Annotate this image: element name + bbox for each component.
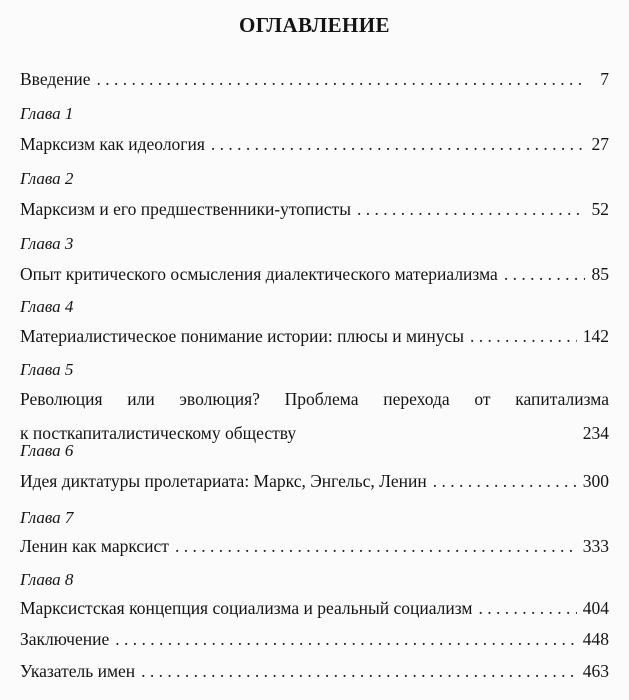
toc-entry-name-index[interactable] [20, 660, 609, 682]
entry-page: 85 [591, 264, 609, 284]
entry-title: Материалистическое понимание истории: плюсы и минусы [20, 326, 465, 346]
entry-title: Марксизм и его предшественники-утописты [20, 199, 351, 219]
toc-entry-chapter-1[interactable] [20, 133, 609, 155]
leader-dots [175, 535, 577, 557]
leader-dots [470, 325, 577, 347]
entry-page: 448 [582, 629, 609, 649]
chapter-label-3: Глава 3 [20, 234, 74, 253]
toc-entry-chapter-6[interactable] [20, 470, 609, 492]
entry-title: Марксистская концепция социализма и реальный социализм [20, 598, 473, 618]
toc-entry-chapter-4[interactable] [20, 325, 609, 347]
entry-page: 234 [582, 423, 609, 443]
entry-page: 52 [591, 199, 609, 219]
chapter-label-8: Глава 8 [20, 570, 74, 589]
entry-title: Марксизм как идеология [20, 134, 205, 154]
entry-page: 463 [582, 661, 609, 681]
leader-dots [504, 263, 585, 285]
toc-entry-conclusion[interactable] [20, 628, 609, 650]
entry-title-line-2: к посткапиталистическому обществу [20, 423, 297, 443]
toc-title: ОГЛАВЛЕНИЕ [239, 13, 390, 37]
entry-title: Ленин как марксист [20, 536, 169, 556]
entry-title: Введение [20, 69, 91, 89]
leader-dots [357, 198, 585, 220]
leader-dots [211, 133, 585, 155]
chapter-label-1: Глава 1 [20, 104, 74, 123]
toc-entry-chapter-8[interactable] [20, 597, 609, 619]
entry-page: 333 [582, 536, 609, 556]
entry-page: 27 [591, 134, 609, 154]
entry-title: Указатель имен [20, 661, 136, 681]
toc-entry-chapter-5[interactable] [20, 388, 609, 444]
chapter-label-6: Глава 6 [20, 441, 74, 460]
leader-dots [479, 597, 577, 619]
leader-dots [433, 470, 577, 492]
entry-title-line-1: Революция или эволюция? Проблема перехода от капитализма [20, 389, 609, 409]
leader-dots [97, 68, 585, 90]
entry-page: 7 [600, 69, 609, 89]
entry-page: 300 [582, 471, 609, 491]
entry-title: Заключение [20, 629, 110, 649]
entry-page: 142 [582, 326, 609, 346]
toc-entry-introduction[interactable] [20, 68, 609, 90]
chapter-label-2: Глава 2 [20, 169, 74, 188]
chapter-label-7: Глава 7 [20, 508, 74, 527]
toc-entry-chapter-7[interactable] [20, 535, 609, 557]
entry-page: 404 [582, 598, 609, 618]
leader-dots [141, 660, 577, 682]
toc-entry-chapter-2[interactable] [20, 198, 609, 220]
entry-title: Опыт критического осмысления диалектического материализма [20, 264, 498, 284]
chapter-label-4: Глава 4 [20, 297, 74, 316]
leader-dots [115, 628, 577, 650]
chapter-label-5: Глава 5 [20, 360, 74, 379]
toc-entry-chapter-3[interactable] [20, 263, 609, 285]
entry-title: Идея диктатуры пролетариата: Маркс, Энгельс, Ленин [20, 471, 427, 491]
